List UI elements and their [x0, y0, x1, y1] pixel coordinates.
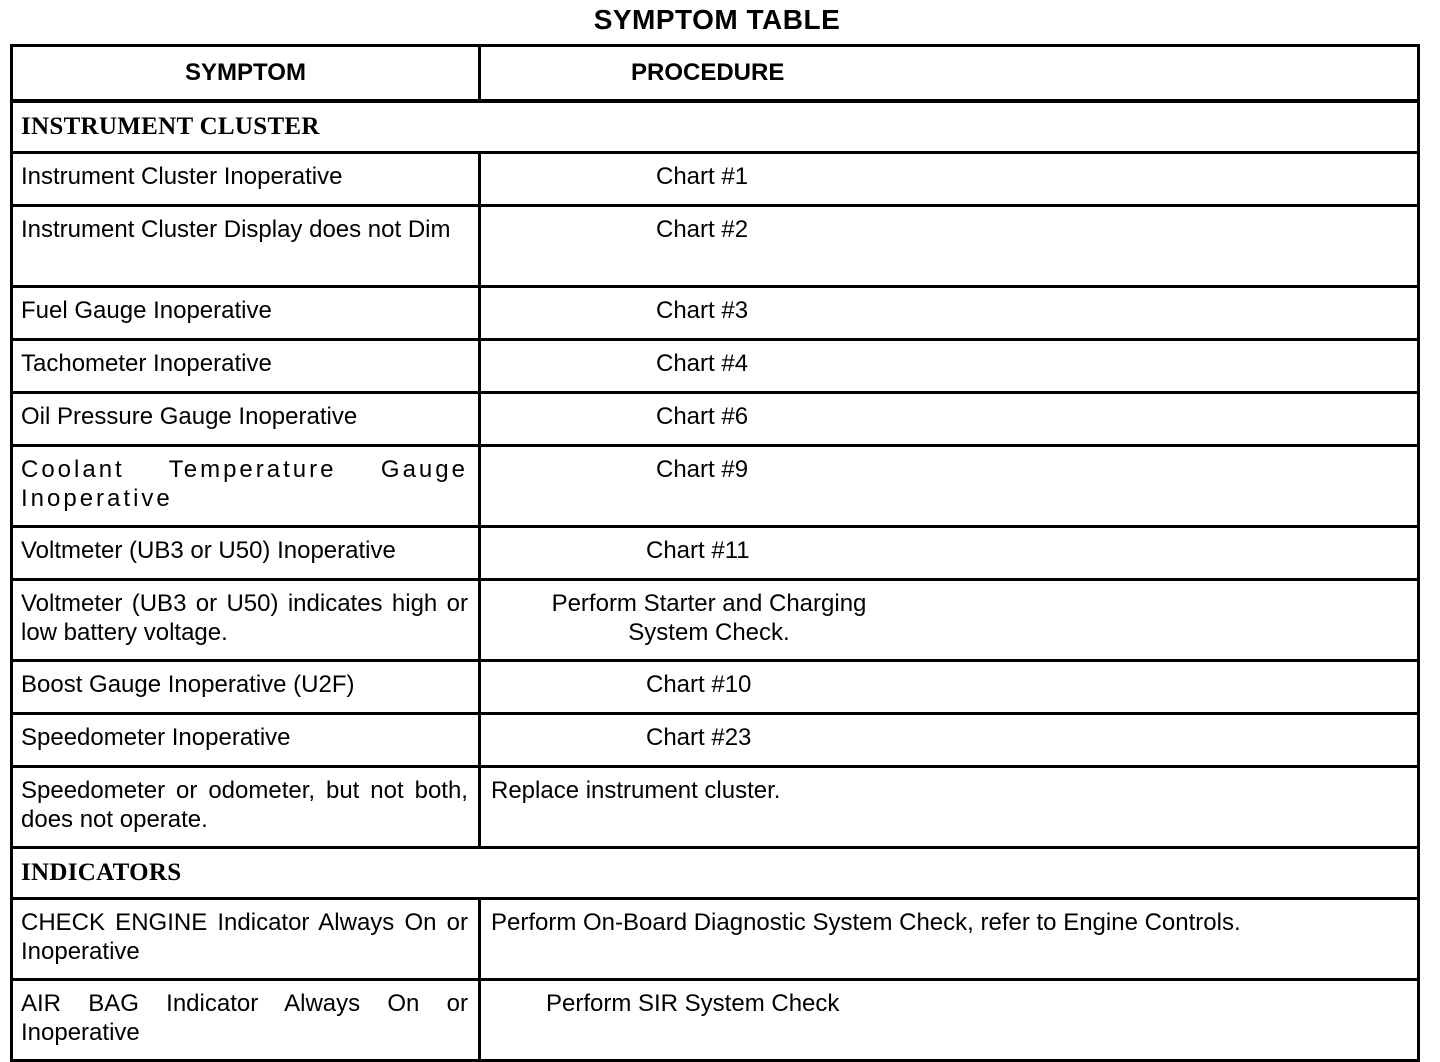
procedure-cell: Chart #10 — [479, 661, 1418, 714]
symptom-cell: Boost Gauge Inoperative (U2F) — [12, 661, 480, 714]
procedure-cell: Replace instrument cluster. — [479, 767, 1418, 848]
symptom-cell: Fuel Gauge Inoperative — [12, 287, 480, 340]
procedure-cell: Chart #9 — [479, 446, 1418, 527]
page-title: SYMPTOM TABLE — [593, 4, 841, 35]
symptom-cell: Coolant Temperature Gauge Inoperative — [12, 446, 480, 527]
header-row — [12, 46, 1419, 102]
table-row — [12, 899, 1419, 980]
table-row — [12, 340, 1419, 393]
symptom-cell: Speedometer Inoperative — [12, 714, 480, 767]
table-row — [12, 980, 1419, 1061]
table-row — [12, 527, 1419, 580]
procedure-line: Perform Starter and Charging — [551, 590, 867, 617]
symptom-cell: Tachometer Inoperative — [12, 340, 480, 393]
table-row — [12, 580, 1419, 661]
procedure-cell: Chart #2 — [479, 206, 1418, 287]
section-heading: INDICATORS — [12, 848, 1419, 899]
symptom-cell: Instrument Cluster Inoperative — [12, 153, 480, 206]
table-row — [12, 206, 1419, 287]
procedure-cell: Chart #4 — [479, 340, 1418, 393]
table-row — [12, 153, 1419, 206]
procedure-cell: Chart #1 — [479, 153, 1418, 206]
procedure-cell: Chart #23 — [479, 714, 1418, 767]
table-row — [12, 714, 1419, 767]
table-row — [12, 661, 1419, 714]
section-row-indicators — [12, 848, 1419, 899]
section-heading: INSTRUMENT CLUSTER — [12, 101, 1419, 153]
symptom-cell: Instrument Cluster Display does not Dim — [12, 206, 480, 287]
procedure-cell: Perform On-Board Diagnostic System Check, refer to Engine Controls. — [479, 899, 1418, 980]
symptom-cell: Oil Pressure Gauge Inoperative — [12, 393, 480, 446]
procedure-cell — [479, 580, 1418, 661]
table-row — [12, 767, 1419, 848]
procedure-cell: Chart #11 — [479, 527, 1418, 580]
procedure-cell: Chart #6 — [479, 393, 1418, 446]
section-row-instrument-cluster — [12, 101, 1419, 153]
symptom-cell: Speedometer or odometer, but not both, does not operate. — [12, 767, 480, 848]
symptom-column-header: SYMPTOM — [12, 46, 480, 102]
symptom-cell: AIR BAG Indicator Always On or Inoperative — [12, 980, 480, 1061]
procedure-line: System Check. — [628, 619, 790, 646]
table-row — [12, 393, 1419, 446]
symptom-cell: CHECK ENGINE Indicator Always On or Inoperative — [12, 899, 480, 980]
symptom-cell: Voltmeter (UB3 or U50) indicates high or low battery voltage. — [12, 580, 480, 661]
table-row — [12, 446, 1419, 527]
table-row — [12, 287, 1419, 340]
symptom-cell: Voltmeter (UB3 or U50) Inoperative — [12, 527, 480, 580]
procedure-cell: Chart #3 — [479, 287, 1418, 340]
procedure-column-header: PROCEDURE — [479, 46, 1418, 102]
procedure-cell: Perform SIR System Check — [479, 980, 1418, 1061]
symptom-table — [10, 44, 1420, 1062]
